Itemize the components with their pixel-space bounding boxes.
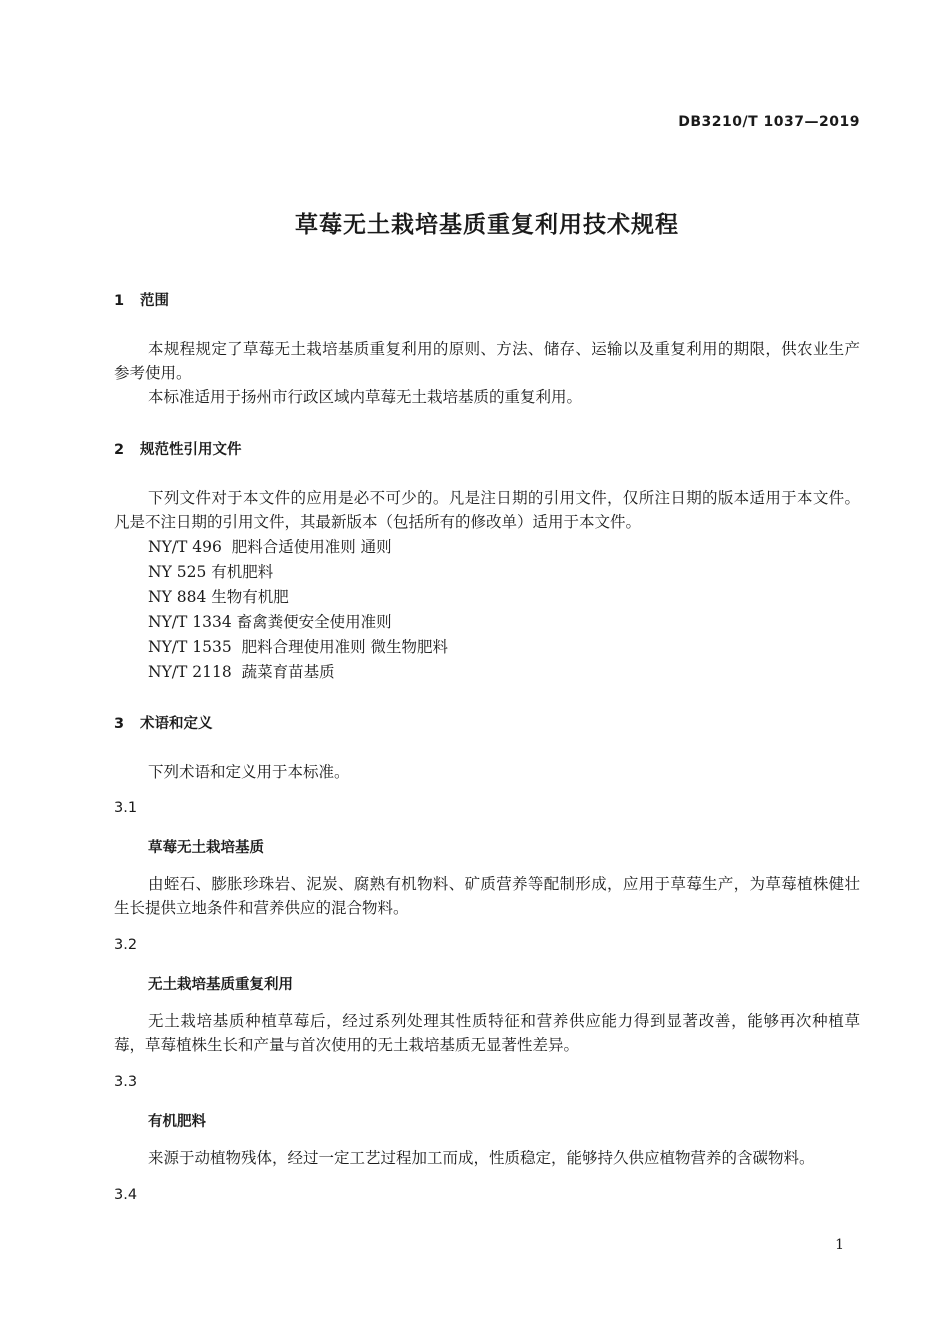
term-number: 3.2 [114, 937, 138, 953]
reference-item: NY/T 496 肥料合适使用准则 通则 [148, 538, 392, 556]
section-number: 1 [114, 293, 125, 309]
reference-item: NY/T 2118 蔬菜育苗基质 [148, 663, 335, 681]
term-number: 3.3 [114, 1074, 138, 1090]
section-2-heading [114, 438, 242, 459]
term-definition: 由蛭石、膨胀珍珠岩、泥炭、腐熟有机物料、矿质营养等配制形成，应用于草莓生产，为草莓植株健壮生长提供立地条件和营养供应的混合物料。 [114, 875, 860, 917]
section-title: 术语和定义 [140, 716, 213, 732]
term-number: 3.1 [114, 800, 138, 816]
section-2-paragraph-1: 下列文件对于本文件的应用是必不可少的。凡是注日期的引用文件，仅所注日期的版本适用于本文件。凡是不注日期的引用文件，其最新版本（包括所有的修改单）适用于本文件。 [114, 489, 860, 531]
section-number: 3 [114, 716, 125, 732]
section-1-paragraph-1: 本规程规定了草莓无土栽培基质重复利用的原则、方法、储存、运输以及重复利用的期限，供农业生产参考使用。 [114, 340, 860, 382]
reference-item: NY 884 生物有机肥 [148, 588, 289, 606]
section-3-heading [114, 712, 213, 733]
section-1-heading [114, 289, 169, 310]
term-number: 3.4 [114, 1187, 138, 1203]
term-name: 有机肥料 [148, 1114, 206, 1130]
section-number: 2 [114, 442, 125, 458]
standard-code: DB3210/T 1037—2019 [678, 114, 860, 130]
reference-item: NY/T 1334 畜禽粪便安全使用准则 [148, 613, 392, 631]
section-3-paragraph-1: 下列术语和定义用于本标准。 [148, 763, 350, 781]
document-title: 草莓无土栽培基质重复利用技术规程 [295, 212, 679, 238]
section-title: 范围 [140, 293, 169, 309]
reference-item: NY 525 有机肥料 [148, 563, 274, 581]
term-definition: 来源于动植物残体，经过一定工艺过程加工而成，性质稳定，能够持久供应植物营养的含碳物料。 [148, 1149, 815, 1167]
reference-item: NY/T 1535 肥料合理使用准则 微生物肥料 [148, 638, 449, 656]
section-title: 规范性引用文件 [140, 442, 242, 458]
term-name: 无土栽培基质重复利用 [148, 977, 293, 993]
term-definition: 无土栽培基质种植草莓后，经过系列处理其性质特征和营养供应能力得到显著改善，能够再次种植草莓，草莓植株生长和产量与首次使用的无土栽培基质无显著性差异。 [114, 1012, 860, 1054]
term-name: 草莓无土栽培基质 [148, 840, 264, 856]
section-1-paragraph-2: 本标准适用于扬州市行政区域内草莓无土栽培基质的重复利用。 [148, 388, 583, 406]
page-number: 1 [835, 1237, 844, 1253]
